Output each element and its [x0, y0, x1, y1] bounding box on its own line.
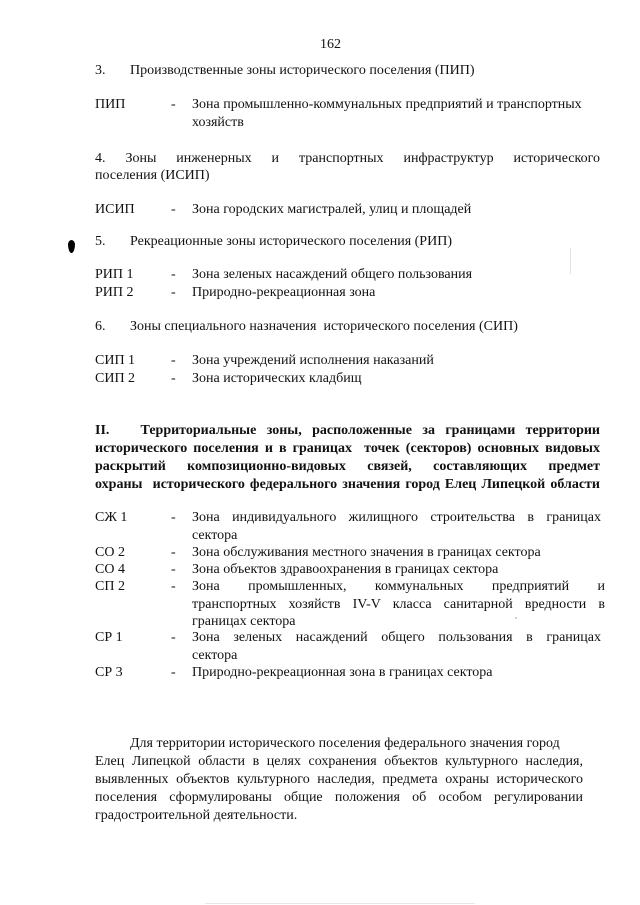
section-3-heading: Производственные зоны исторического поселения (ПИП) [130, 63, 475, 78]
section-3-number: 3. [95, 63, 106, 78]
zone-description: Природно-рекреационная зона в границах сектора [192, 665, 493, 680]
closing-paragraph-line-3: выявленных объектов культурного наследия, предмета охраны исторического [95, 772, 583, 787]
zone-dash: - [171, 665, 176, 680]
zone-code: РИП 2 [95, 285, 134, 300]
section-6-heading: Зоны специального назначения исторического поселения (СИП) [130, 319, 518, 334]
zone-description: Зона зеленых насаждений общего пользования [192, 267, 473, 282]
zone-dash: - [171, 510, 176, 525]
section-II-heading: II. Территориальные зоны, расположенные за границами территории [95, 423, 600, 438]
zone-code: СП 2 [95, 579, 125, 594]
zone-description: Зона промышленных, коммунальных предприятий и [192, 579, 605, 594]
closing-paragraph-line-2: Елец Липецкой области в целях сохранения объектов культурного наследия, [95, 754, 583, 769]
zone-description: Зона зеленых насаждений общего пользования в границах [192, 630, 601, 645]
zone-code: СИП 1 [95, 353, 136, 368]
zone-description: Зона учреждений исполнения наказаний [192, 353, 434, 368]
closing-paragraph-line-1: Для территории исторического поселения федерального значения город [130, 736, 560, 751]
zone-description: Зона объектов здравоохранения в границах сектора [192, 562, 499, 577]
section-6-number: 6. [95, 319, 106, 334]
ink-blot [68, 240, 75, 253]
closing-paragraph-line-5: градостроительной деятельности. [95, 808, 298, 823]
zone-description-cont: сектора [192, 648, 238, 663]
zone-dash: - [171, 545, 176, 560]
section-II-heading-line-4: охраны исторического федерального значения город Елец Липецкой области [95, 477, 600, 492]
section-II-heading-line-3: раскрытий композиционно-видовых связей, составляющих предмет [95, 459, 600, 474]
zone-code: РИП 1 [95, 267, 134, 282]
zone-dash: - [171, 202, 176, 217]
zone-description-cont: границах сектора [192, 614, 296, 629]
zone-description-cont: сектора [192, 528, 238, 543]
section-5-number: 5. [95, 234, 106, 249]
zone-code: СР 1 [95, 630, 123, 645]
zone-description: Зона городских магистралей, улиц и площадей [192, 202, 472, 217]
zone-dash: - [171, 353, 176, 368]
scan-speck [515, 617, 517, 619]
zone-dash: - [171, 285, 176, 300]
section-4-heading: 4. Зоны инженерных и транспортных инфраструктур исторического [95, 151, 600, 166]
zone-description: Природно-рекреационная зона [192, 285, 376, 300]
zone-code: СЖ 1 [95, 510, 128, 525]
scan-edge-mark [205, 903, 475, 904]
zone-description-cont: хозяйств [192, 115, 244, 130]
zone-dash: - [171, 267, 176, 282]
zone-dash: - [171, 371, 176, 386]
zone-dash: - [171, 630, 176, 645]
section-II-heading-line-2: исторического поселения и в границах точек (секторов) основных видовых [95, 441, 600, 456]
zone-description: Зона исторических кладбищ [192, 371, 362, 386]
zone-description: Зона промышленно-коммунальных предприятий и транспортных [192, 97, 582, 112]
zone-description: Зона обслуживания местного значения в границах сектора [192, 545, 541, 560]
zone-code: СО 4 [95, 562, 125, 577]
zone-code: ПИП [95, 97, 126, 112]
zone-code: СР 3 [95, 665, 123, 680]
section-5-heading: Рекреационные зоны исторического поселения (РИП) [130, 234, 452, 249]
scan-speck [570, 248, 571, 274]
zone-description-cont: транспортных хозяйств IV-V класса санитарной вредности в [192, 597, 605, 612]
section-4-heading-cont: поселения (ИСИП) [95, 168, 210, 183]
closing-paragraph-line-4: поселения сформулированы общие положения об особом регулировании [95, 790, 583, 805]
zone-dash: - [171, 579, 176, 594]
zone-description: Зона индивидуального жилищного строительства в границах [192, 510, 601, 525]
zone-dash: - [171, 97, 176, 112]
zone-dash: - [171, 562, 176, 577]
zone-code: СО 2 [95, 545, 125, 560]
page-number: 162 [320, 37, 341, 52]
zone-code: СИП 2 [95, 371, 136, 386]
zone-code: ИСИП [95, 202, 135, 217]
